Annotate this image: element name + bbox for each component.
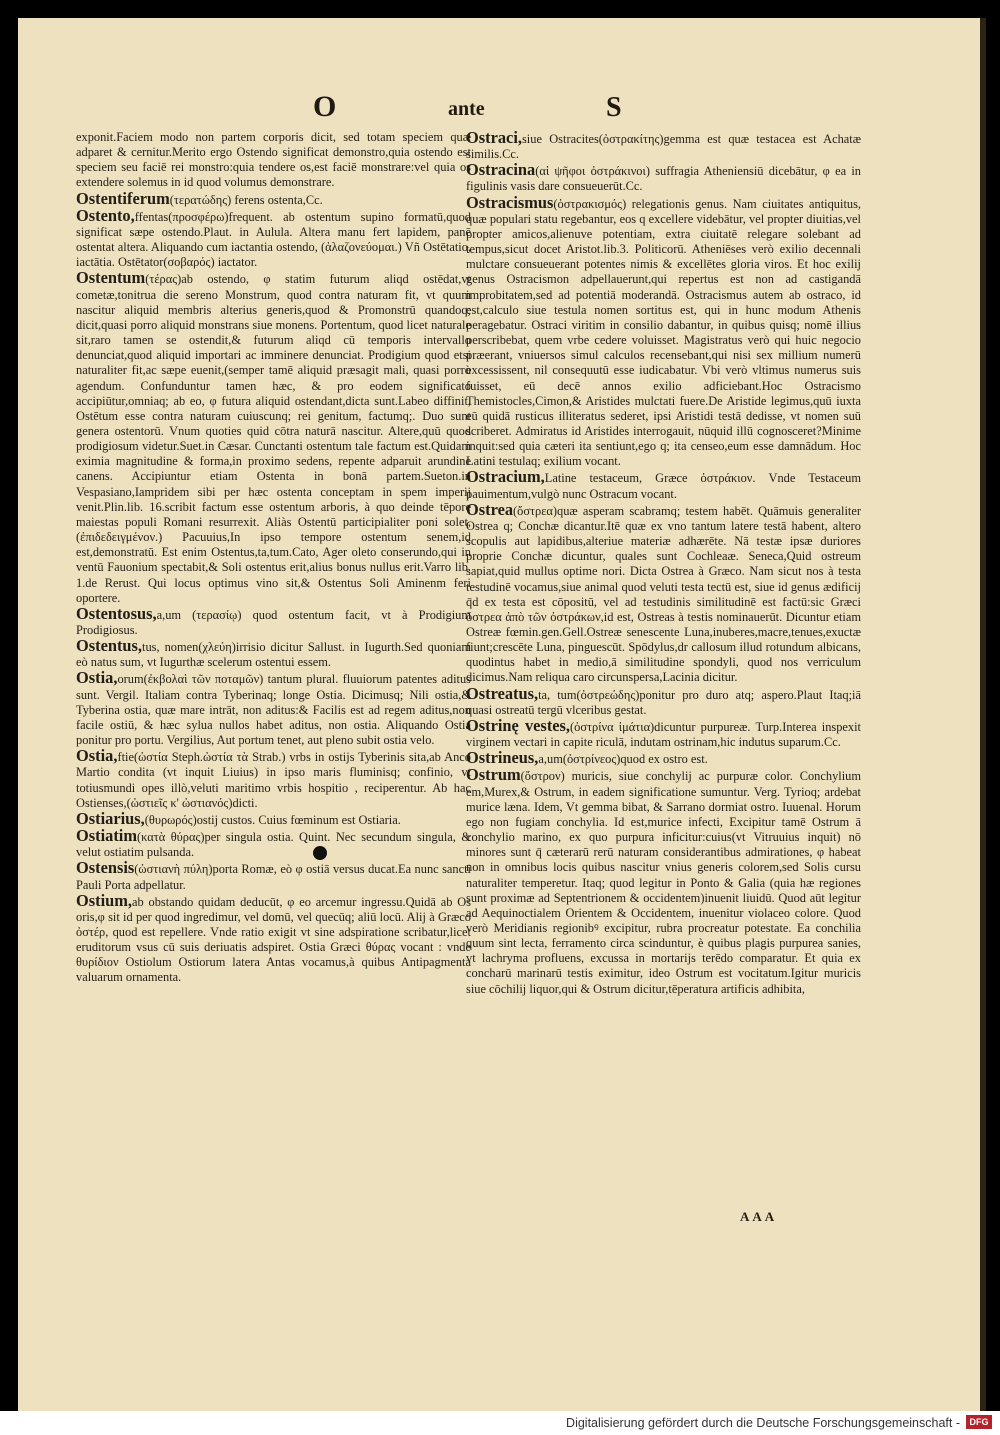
- entry-text: ab obstando quidam deducūt, φ eo arcemur ingressu.Quidā ab Os oris,φ sit id per quod ingredimur, vel domū, vel quecūq; aliū locū. Alij à Græco ὀστέρ, quod est repellere. Vnde ratio exigit vt sine adspiratione scribatur,licet eruditorum vsus cū suis deriuatis adspiret. Ostia Græci θύρας vocant : vnde θυρίδιον Ostiolum Ostiorum latera Antas vocamus,à quibus Antipagmenta valuarum ornamenta.: [76, 894, 471, 985]
- left-column: [76, 130, 471, 986]
- dictionary-entry: [466, 499, 861, 686]
- dictionary-entry: [466, 162, 861, 194]
- dictionary-entry: [466, 683, 861, 718]
- entry-text: (ὀστρακισμός) relegationis genus. Nam ciuitates antiquitus, quæ populari statu regebantur, eos q excellere videbātur, vel propter diuitias,vel propter amicos,alienuve potentiam, extra ciuitatē relegare solebant ad tempus,sicut docet Aristot.lib.3. Politicorū. Atheniēses verò exilio decennali mulctare consueuerant potentes nimis & excellētes gloria viros. Et hoc exilij genus Ostracismon adpellauerunt,qui repertus est non ad castigandā improbitatem,sed ad potentiā moderandā. Ostracismus autem ab ostraco, id est,calculo siue testula nomen sortitus est, qui in hunc modum Athenis peragebatur. Ostraci viritim in consilio dabantur, in quibus quisq; nomē illius perscribebat, quem vrbe cedere voluisset. Magistratus verò qui huic negocio præerant, vniuersos simul calculos recensebant,qui nisi sex millium numerū excessissent, nil consequutū esse iudicabatur. Vbi verò vltimus numerus suis fuisset, eū decē annos exilio adficiebant.Hoc Ostracismo Themistocles,Cimon,& Aristides mulctati fuere.De Aristide legimus,quū iuxta eū quidā rusticus illiteratus sederet, ipsi Aristidi testā dedisse, vt nomen suū scriberet. Admiratus id Aristides interrogauit, nūquid illū cognosceret?Minime inquit:sed quia cæteri ita sentiunt,ego q; ita censeo,eum esse damnādum. Hoc Latini testulaq; exilium vocant.: [466, 196, 861, 469]
- dictionary-entry: [76, 670, 471, 748]
- entry-headword: Ostentum: [76, 268, 146, 288]
- entry-headword: Ostrineus,: [466, 748, 539, 768]
- entry-text: (αἱ ψῆφοι ὀστράκινοι) suffragia Atheniensiū dicebātur, φ ea in figulinis vasis dare consueuerūt.Cc.: [466, 164, 861, 194]
- entry-headword: Ostium,: [76, 890, 133, 910]
- book-page: [18, 18, 986, 1411]
- entry-headword: Ostentus,: [76, 636, 143, 656]
- entry-text: (ὄστρεα)quæ asperam scabramq; testem habēt. Quāmuis generaliter Ostrea q; Conchæ dicantur.Itē quæ ex vno tantum latere testā habent, altero scopulis aut lapidibus,alteriue materiæ adhærēte. Nā testæ ipsæ duriores proprie Conchæ dicuntur, quales sunt Cochleaæ. Seneca,Quid ostreum sapiat,quid mullus optime nori. Dicta Ostrea à Græco. Nam sicut nos à testa testudinē vocamus,siue animal quod veluti testa tectū est, siue id genus ædificij q̄d ex testa est cōpositū, vel ad testudinis similitudinē est factū:sic Græci ὄστρεα ἀπὸ τῶν ὀστράκων,id est, Ostreas à testis nominauerūt. Dicuntur etiam Ostreæ fœmin.gen.Gell.Ostreæ senescente Luna,inuberes,macre,tenues,exuctæ fiunt;crescēte Luna, pinguescūt. Spōdylus,dr callosum illud rotundum albicans, quodintus habet in medio,ā similitudine spondyli, quod nos verriculum dicimus.Nam reliqua caro circunspersa,Lacinia dicitur.: [466, 503, 861, 685]
- dictionary-entry: [466, 192, 861, 470]
- header-left-letter: O: [313, 90, 337, 123]
- entry-headword: Ostrum: [466, 765, 521, 785]
- entry-text: (τέρας)ab ostendo, φ statim futurum aliqd ostēdat,vt cometæ,tonitrua die sereno Monstrum, quod contra naturam fit, vt quum nascitur aliquid membris alterius generis,quod & Promonstrū quandoq; dicit,quasi porro aliquid monstrans siue monens. Portentum, quod licet naturale sit,raro tamen se ostendit,& futurum aliqd cū temporis intervallo denunciat,quod aliquid importari ac imminere denunciat. Prodigium quod etsi naturaliter fit,ac sæpe euenit,(semper tamē aliquid præsagit mali, quasi porrò agendum. Confunduntur tamen hæc, & pro eodem significato accipiūtur,omniaq; ab eo, φ futura aliquid ostendant,dicta sunt.Labeo diffinit, Ostētum esse contra naturam cuiuscunq; rei genitum, factumq;. Duo sunt genera ostentorū. Vnum quoties quid cōtra naturā nascitur. Altere,quū quod prodigiosum videtur.Suet.in Cæsar. Cunctanti ostentum tale factum est.Quidam eximia magnitudine & forma,in proximo sedens, repente adparuit arundine canens. Accipiuntur etiam Ostenta in bonā partem.Sueton.in Vespasiano,Iampridem sibi per hæc ostenta conceptam in spem imperij venit.Plin.lib. 16.scribit factum esse ostentum arboris, à quo deinde tēpore maiestas populi Romani resurrexit. Aliàs Ostentū participialiter poni solet,(ἐπιδεδειγμένον.) Pacuuius,In ipso tempore ostentum senem,id est,demonstratū. Est enim Ostentus,ta,tum.Cato, Ager oleto conserundo,qui in ventū Fauonium spectabit,& Soli ostentus erit,alius bonus nullus erit.Varro lib. 1.de Rerust. Qui locus optimus vino sit,& Ostentus Soli Aminenm feri oportere.: [76, 272, 471, 605]
- entry-text: tus, nomen(χλεύη)irrisio dicitur Sallust. in Iugurth.Sed quoniam eò natus sum, vt Iugurthæ scelerum ostentui essem.: [76, 640, 471, 670]
- entry-headword: Ostiatim: [76, 826, 138, 846]
- dictionary-entry: [76, 638, 471, 670]
- ink-blot: [313, 846, 327, 860]
- entry-headword: Ostreatus,: [466, 683, 539, 703]
- dfg-logo: DFG: [966, 1415, 992, 1429]
- entry-headword: Ostentiferum: [76, 188, 170, 208]
- funding-note: Digitalisierung gefördert durch die Deutsche Forschungsgemeinschaft -: [566, 1416, 960, 1430]
- dictionary-entry: [76, 828, 471, 860]
- entry-text: siue Ostracites(ὀστρακίτης)gemma est quæ testacea est Achatæ similis.Cc.: [466, 132, 861, 162]
- dictionary-entry: [466, 715, 861, 750]
- dictionary-entry: [76, 890, 471, 986]
- entry-text: a,um (τερασίῳ) quod ostentum facit, vt à Prodigium Prodigiosus.: [76, 607, 471, 637]
- header-center-word: ante: [448, 98, 485, 120]
- dictionary-entry: [76, 748, 471, 811]
- dictionary-entry: [466, 130, 861, 162]
- entry-headword: Ostentosus,: [76, 603, 157, 623]
- entry-headword: Ostracium,: [466, 467, 545, 487]
- entry-headword: Ostia,: [76, 746, 118, 766]
- entry-text: (τερατώδης) ferens ostenta,Cc.: [169, 192, 323, 207]
- dictionary-entry: [76, 603, 471, 638]
- entry-text: (ὠστιανὴ πύλη)porta Romæ, eò φ ostiā versus ducat.Ea nunc sancti Pauli Porta adpellatur.: [76, 862, 471, 892]
- entry-headword: Ostracina: [466, 160, 536, 180]
- entry-text: exponit.Faciem modo non partem corporis dicit, sed totam speciem quæ adparet & cernitur.Merito ergo Ostendo significat demonstro,quia ostendo est speciem seu faciē rei monstro:quia tendere os,est faciē monstrare:vel quia os extendere solemus in id quod volumus demonstrare.: [76, 130, 471, 190]
- entry-text: ta, tum(ὀστρεώδης)ponitur pro duro atq; aspero.Plaut Itaq;iā quasi ostreatū tergū vlceribus gestat.: [466, 687, 861, 717]
- entry-headword: Ostracismus: [466, 192, 554, 212]
- dictionary-entry: [76, 130, 471, 191]
- entry-text: ftie(ὠστία Steph.ὠστία τὰ Strab.) vrbs in ostijs Tyberinis sita,ab Anco Martio condita (vt inquit Liuius) in ipso maris fluminisq; confinio, vt totiusmundi opes illò,veluti maritimo vrbis hospitio , reciperentur. Ab hac Ostienses,(ὠστιεῖς κ' ὠστιανός)dicti.: [76, 750, 471, 810]
- right-column: [466, 130, 861, 997]
- entry-text: (ὄστρον) muricis, siue conchylij ac purpuræ color. Conchylium em,Murex,& Ostrum, in eadem significatione sumuntur. Verg. Tyrioq; ardebat murice læna. Idem, Vt gemma bibat, & Sarrano dormiat ostro. Iuuenal. Horum ego non fugiam conchylia. Id est,murice infecti, Excipitur tamē Ostrum ā conchylio marino, ex quo purpura inficitur:cuius(vt Vitruuius inquit) nō minores sunt q̄ cæterarū rerū naturam considerantibus admirationes, φ habeat non in omnibus locis quibus nascitur vnius generis colorem,sed Solis cursu naturaliter temperetur. Itaq; quod legitur in Ponto & Galia (quia hæ regiones sunt proximæ ad Septentrionem & occidentem)inuenit liuidū. Quod aūt legitur ad Aequinoctialem Orientem & Occidentem, inuenitur violaceo colore. Quod verò Meridianis regionibꝰ excipitur, rubra procreatur potestate. Ea conchilia quum sint lecta, ferramento circa scinduntur, è quibus plagis purpurea sanies, vt lachryma profluens, excussa in mortarijs terēdo comparatur. Et quia ex concharū marinarū testis eximitur, ideo Ostrum est vocitatum.Igitur muricis siue cōchilij liquor,qui & Ostrum dicitur,tēperatura artificis adhibita,: [466, 769, 861, 996]
- dictionary-entry: [76, 188, 471, 208]
- entry-text: Latine testaceum, Græce ὀστράκιον. Vnde Testaceum pauimentum,vulgò nunc Ostracum vocant.: [466, 471, 861, 501]
- entry-headword: Ostensis: [76, 858, 135, 878]
- entry-headword: Ostento,: [76, 205, 135, 225]
- entry-text: (κατὰ θύρας)per singula ostia. Quint. Nec secundum singula, & velut ostiatim pulsanda.: [76, 830, 471, 860]
- entry-headword: Ostrea: [466, 499, 514, 519]
- entry-text: (ὀστρίνα ἱμάτια)dicuntur purpureæ. Turp.Interea inspexit virginem vectari in capite riculā, indutam ostrinam,hic indutus suparum.Cc.: [466, 719, 861, 750]
- entry-headword: Ostia,: [76, 668, 118, 688]
- dictionary-entry: [466, 767, 861, 996]
- header-right-letter: S: [606, 92, 622, 123]
- dictionary-entry: [466, 750, 861, 767]
- dictionary-entry: [76, 860, 471, 892]
- entry-headword: Ostrinę vestes,: [466, 715, 571, 735]
- dictionary-entry: [76, 205, 471, 271]
- footer-bar: [0, 1411, 1000, 1435]
- entry-headword: Ostiarius,: [76, 808, 145, 828]
- dictionary-entry: [466, 469, 861, 501]
- running-header: [18, 90, 980, 130]
- signature-mark: AAA: [740, 1209, 778, 1224]
- entry-headword: Ostraci,: [466, 128, 522, 147]
- dictionary-entry: [76, 270, 471, 605]
- entry-text: orum(ἐκβολαὶ τῶν ποταμῶν) tantum plural. fluuiorum patentes aditus sunt. Vergil. Italiam contra Tyberinaq; longe Ostia. Dicimusq; Nili ostia,& Tyberina ostia, quæ mare intrāt, non aditus:& Facilis est ad regem aditus,non facile ostiū, & hæc sylua nullos habet aditus, non ostia. Aliquando Ostia ponitur pro portu. Vergilius, Aut portum tenet, aut pleno subit ostia velo.: [76, 672, 471, 748]
- entry-text: ffentas(προσφέρω)frequent. ab ostentum supino formatū,quod significat sæpe ostendo.Plaut. in Aulula. Altera manu fert lapidem, panē ostentat altera. Aliquando cum iactantia ostendo, (ἀλαζονεύομαι.) Vñ Ostētatio, iactātia. Ostētator(σοβαρός) iactator.: [76, 209, 471, 270]
- entry-text: (θυρωρός)ostij custos. Cuius fœminum est Ostiaria.: [144, 812, 401, 827]
- entry-text: a,um(ὀστρίνεος)quod ex ostro est.: [538, 752, 708, 767]
